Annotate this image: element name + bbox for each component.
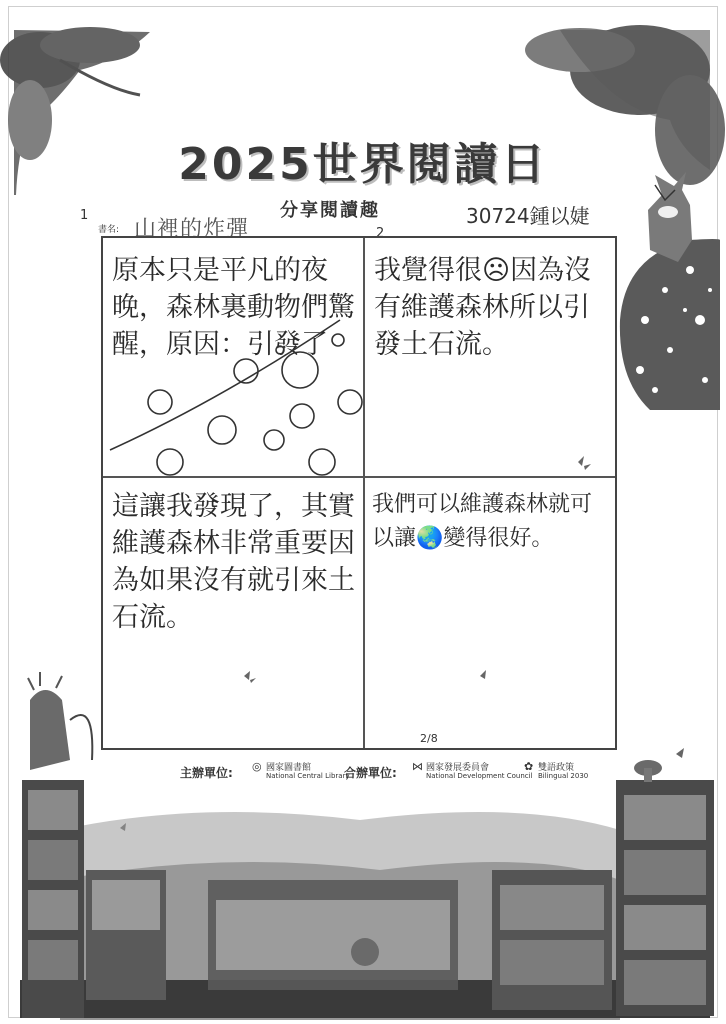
bilingual-logo-icon: ✿	[524, 760, 534, 773]
ndc-logo-icon: ⋈	[412, 760, 423, 773]
co-organizer-label: 合辦單位:	[344, 766, 397, 780]
panel-number-1: 1	[80, 208, 89, 223]
co-organizer-2-en: Bilingual 2030	[538, 772, 589, 780]
co-organizer-2: 雙語政策	[538, 763, 575, 773]
book-title: 山裡的炸彈	[134, 217, 250, 242]
page-number: 2/8	[420, 732, 438, 745]
panel-number-2: 2	[376, 226, 385, 241]
book-label: 書名:	[98, 225, 120, 235]
co-organizer-1: 國家發展委員會	[426, 763, 490, 773]
boulder-sketch-icon	[110, 320, 362, 475]
page-title: 2025世界閱讀日	[178, 139, 548, 190]
sponsor-bar	[180, 760, 600, 784]
panel-1-text: 原本只是平凡的夜晚，森林裏動物們驚醒，原因：引發了	[112, 255, 355, 360]
student-id-name: 30724鍾以婕	[466, 204, 590, 228]
page-subtitle: 分享閱讀趣	[280, 200, 380, 221]
co-organizer-1-en: National Development Council	[426, 772, 533, 780]
library-logo-icon: ◎	[252, 760, 262, 773]
panel-2-text: 我覺得很☹因為沒有維護森林所以引發土石流。	[374, 255, 592, 360]
panel-4-text: 我們可以維護森林就可以讓🌏變得很好。	[372, 492, 593, 551]
panel-3-text: 這讓我發現了，其實維護森林非常重要因為如果沒有就引來土石流。	[112, 491, 355, 633]
organizer-label: 主辦單位:	[180, 766, 233, 780]
organizer-name-en: National Central Library	[266, 772, 350, 780]
organizer-name: 國家圖書館	[266, 763, 312, 773]
